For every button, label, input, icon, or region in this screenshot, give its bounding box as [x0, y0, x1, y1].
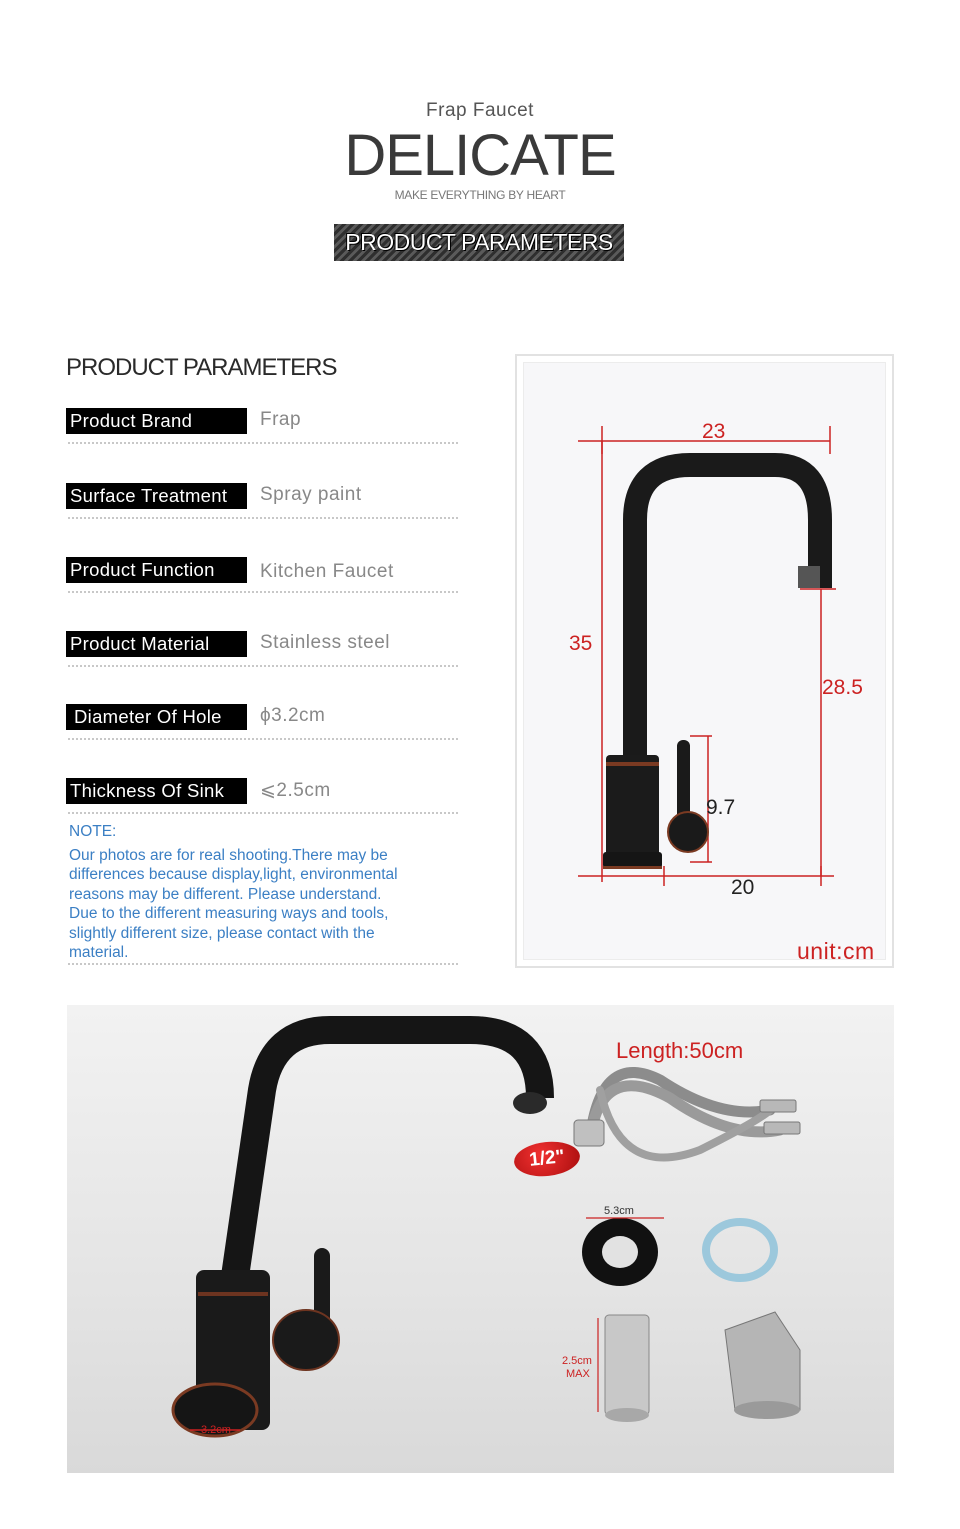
hose-illustration [574, 1073, 800, 1158]
accessory-illustration [67, 1005, 894, 1473]
note-line: slightly different size, please contact with the [69, 924, 375, 942]
page-title: DELICATE [344, 123, 616, 188]
param-label: Product Material [66, 631, 247, 657]
faucet-dimension-drawing [515, 354, 894, 968]
dimension-label-height: 35 [569, 632, 593, 655]
dotted-divider [68, 517, 458, 519]
note-line: Due to the different measuring ways and tools, [69, 905, 389, 922]
note-block [69, 822, 471, 963]
param-value: ⩽2.5cm [260, 780, 331, 801]
param-label: Product Brand [66, 408, 247, 434]
mounting-bracket [725, 1312, 800, 1419]
dotted-divider [68, 442, 458, 444]
note-line: material. [69, 944, 129, 961]
param-row-sink [66, 778, 458, 818]
dimension-label-spout-height: 28.5 [822, 676, 863, 699]
note-line: differences because display,light, environmental [69, 866, 398, 883]
threaded-tube [605, 1315, 649, 1422]
param-row-material [66, 631, 458, 671]
param-label: Thickness Of Sink [66, 778, 247, 804]
param-row-function [66, 557, 458, 597]
tube-max-label-suffix: MAX [566, 1368, 590, 1380]
param-value: Spray paint [260, 484, 362, 505]
dotted-divider [68, 812, 458, 814]
dotted-divider [68, 665, 458, 667]
note-line: Our photos are for real shooting.There may be [69, 846, 388, 864]
param-value: Kitchen Faucet [260, 561, 394, 582]
unit-label: unit:cm [797, 938, 875, 964]
param-label: Surface Treatment [66, 483, 247, 509]
param-label: Diameter Of Hole [66, 704, 247, 730]
thread-size-badge: 1/2" [512, 1139, 581, 1180]
param-row-hole [66, 704, 458, 744]
dotted-divider [68, 738, 458, 740]
tagline: MAKE EVERYTHING BY HEART [394, 188, 566, 202]
clear-washer [706, 1222, 774, 1278]
param-label: Product Function [66, 557, 247, 583]
note-line: reasons may be different. Please understand. [69, 885, 382, 903]
params-heading: PRODUCT PARAMETERS [66, 354, 337, 381]
brand-subtitle: Frap Faucet [426, 100, 534, 121]
dotted-divider [68, 591, 458, 593]
faucet-photo [173, 1030, 547, 1436]
param-row-brand [66, 408, 458, 448]
note-title: NOTE: [69, 823, 117, 840]
dimension-label-reach: 20 [731, 876, 755, 899]
param-value: ϕ3.2cm [260, 705, 326, 726]
param-row-surface [66, 483, 458, 523]
section-banner: PRODUCT PARAMETERS [334, 224, 624, 261]
param-value: Stainless steel [260, 632, 391, 653]
hose-length-label: Length:50cm [616, 1038, 744, 1063]
ring-width-label: 5.3cm [604, 1205, 634, 1217]
rubber-ring [582, 1218, 658, 1286]
dimension-label-width: 23 [702, 420, 726, 443]
param-value: Frap [260, 409, 302, 430]
base-hole-label: 3.2cm [201, 1424, 231, 1436]
dotted-divider [68, 963, 458, 965]
dimension-label-handle: 9.7 [706, 796, 736, 819]
tube-max-label: 2.5cm [562, 1355, 592, 1367]
